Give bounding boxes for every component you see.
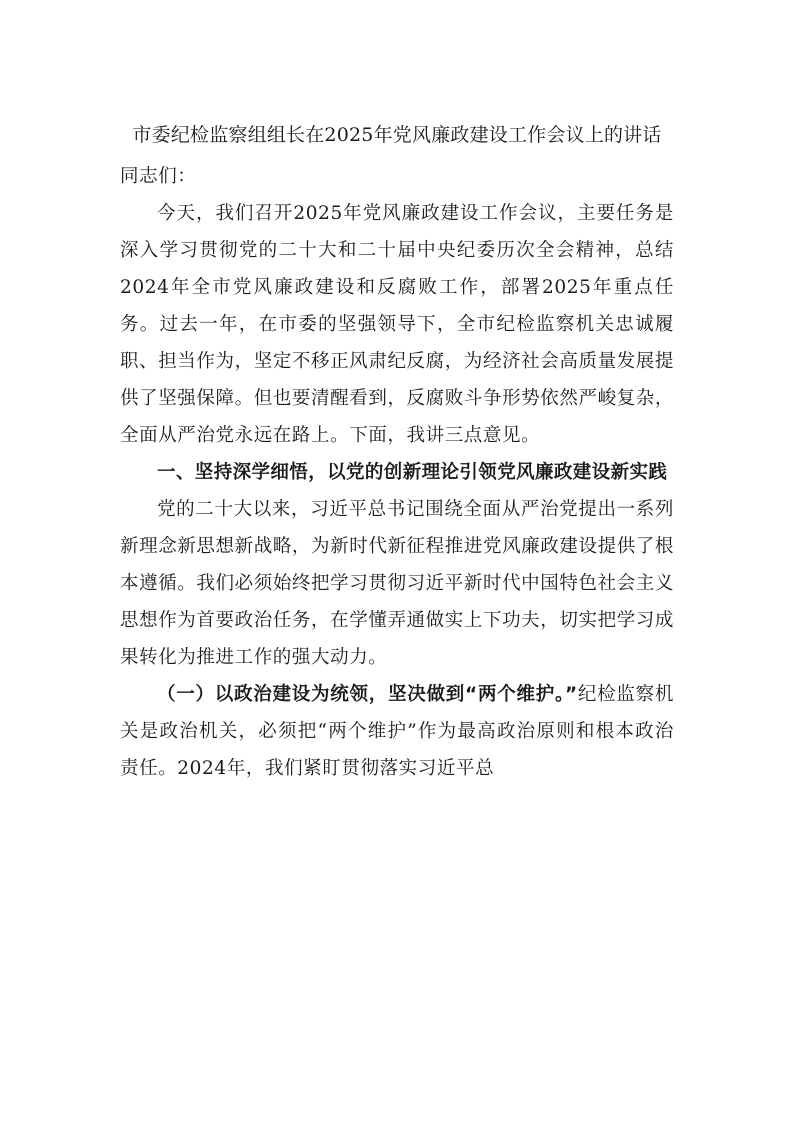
subsection-1-paragraph — [120, 676, 674, 787]
document-title: 市委纪检监察组组长在2025年党风廉政建设工作会议上的讲话 — [132, 124, 662, 146]
subsection-1-body: 纪检监察机关是政治机关，必须把“两个维护”作为最高政治原则和根本政治责任。2024年，我们紧盯贯彻落实习近平总 — [120, 684, 674, 779]
section-1-heading: 一、坚持深学细悟，以党的创新理论引领党风廉政建设新实践 — [157, 462, 668, 483]
section-1-body: 党的二十大以来，习近平总书记围绕全面从严治党提出一系列新理念新思想新战略，为新时代新征程推进党风廉政建设提供了根本遵循。我们必须始终把学习贯彻习近平新时代中国特色社会主义思想作为首要政治任务，在学懂弄通做实上下功夫，切实把学习成果转化为推进工作的强大动力。 — [120, 499, 674, 668]
intro-paragraph: 今天，我们召开2025年党风廉政建设工作会议，主要任务是深入学习贯彻党的二十大和二十届中央纪委历次全会精神，总结2024年全市党风廉政建设和反腐败工作，部署2025年重点任务。过去一年，在市委的坚强领导下，全市纪检监察机关忠诚履职、担当作为，坚定不移正风肃纪反腐，为经济社会高质量发展提供了坚强保障。但也要清醒看到，反腐败斗争形势依然严峻复杂，全面从严治党永远在路上。下面，我讲三点意见。 — [120, 203, 674, 446]
salutation: 同志们： — [120, 166, 197, 187]
subsection-1-heading: （一）以政治建设为统领，坚决做到“两个维护。” — [157, 684, 578, 705]
document-page — [120, 117, 674, 787]
